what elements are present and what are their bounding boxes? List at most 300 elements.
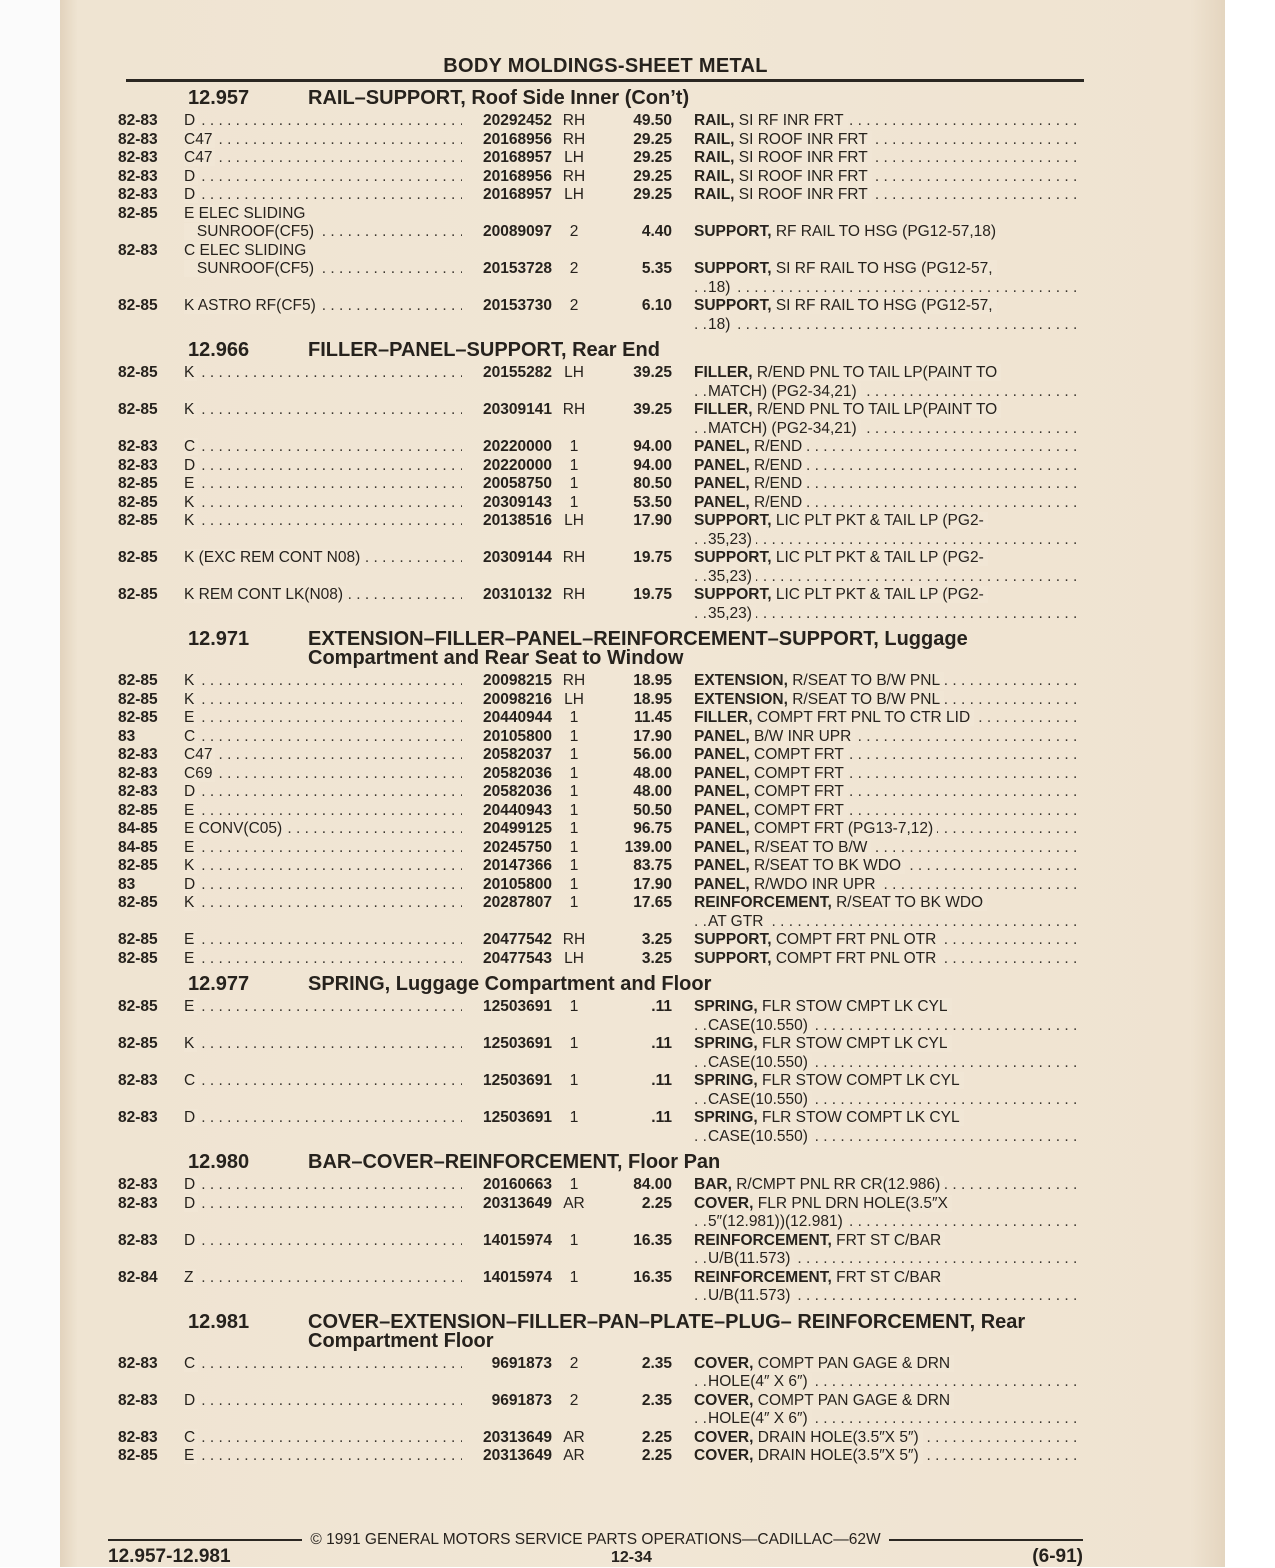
application-text: E xyxy=(184,475,197,492)
part-noun: SPRING, xyxy=(694,1072,758,1089)
part-row xyxy=(118,494,1083,513)
part-name xyxy=(694,672,1083,691)
list-price: 16.35 xyxy=(633,1268,672,1286)
part-row xyxy=(118,820,1083,839)
part-modifier: COMPT FRT PNL TO CTR LID xyxy=(756,709,971,726)
model-years: 82-85 xyxy=(118,998,158,1015)
part-row xyxy=(118,1355,1083,1392)
model-years xyxy=(118,260,184,297)
list-price: 5.35 xyxy=(641,260,672,277)
section-title: SPRING, Luggage Compartment and Floor xyxy=(308,973,712,995)
application-text: K xyxy=(184,364,197,381)
footer-rule-left xyxy=(108,1539,302,1541)
model-years: 82-83 xyxy=(118,241,158,259)
part-number: 20105800 xyxy=(483,875,552,893)
quantity: RH xyxy=(562,931,586,948)
quantity: 1 xyxy=(569,709,579,726)
list-price: 6.10 xyxy=(641,297,672,314)
part-name-continued: 18) xyxy=(708,316,734,333)
part-name xyxy=(694,765,1083,784)
part-modifier: COMPT FRT xyxy=(754,746,844,763)
part-name xyxy=(694,475,1083,494)
application-text: E xyxy=(184,1447,197,1464)
part-modifier: R/END PNL TO TAIL LP(PAINT TO xyxy=(756,401,998,418)
part-modifier: R/END xyxy=(754,475,803,492)
part-name-line xyxy=(694,998,952,1015)
part-name xyxy=(694,839,1083,858)
part-number: 12503691 xyxy=(483,1072,552,1089)
footer-date: (6-91) xyxy=(1032,1546,1083,1567)
part-number: 20309141 xyxy=(483,401,552,418)
part-name xyxy=(694,894,1083,931)
section-heading xyxy=(118,630,1083,668)
part-row xyxy=(118,691,1083,710)
list-price: 17.90 xyxy=(633,512,672,529)
application-desc xyxy=(184,691,462,710)
model-years: 82-83 xyxy=(118,1176,158,1193)
application-desc xyxy=(184,401,462,438)
part-name-line xyxy=(694,457,806,474)
list-price: 80.50 xyxy=(633,475,672,492)
quantity: 1 xyxy=(569,875,579,893)
model-years: 82-83 xyxy=(118,1194,158,1212)
model-years: 82-85 xyxy=(118,931,158,948)
model-years: 82-83 xyxy=(118,1072,158,1089)
application-text: E xyxy=(184,839,197,856)
model-years: 82-83 xyxy=(118,149,158,166)
part-modifier: FRT ST C/BAR xyxy=(836,1231,942,1249)
part-noun: SPRING, xyxy=(694,1035,758,1052)
part-noun: REINFORCEMENT, xyxy=(694,894,832,911)
quantity: LH xyxy=(564,512,584,529)
part-row xyxy=(118,512,1083,549)
part-number: 20147366 xyxy=(483,857,552,874)
section-number: 12.977 xyxy=(188,973,250,995)
quantity: RH xyxy=(562,167,586,185)
part-modifier: FLR STOW COMPT LK CYL xyxy=(762,1072,960,1089)
part-row xyxy=(118,765,1083,784)
part-name-line xyxy=(694,149,872,166)
quantity xyxy=(552,205,596,224)
model-years: 82-85 xyxy=(118,475,158,492)
application-desc xyxy=(184,223,462,242)
part-row xyxy=(118,709,1083,728)
part-name-line xyxy=(694,672,944,689)
part-name-line xyxy=(694,1429,923,1446)
application-text: C47 xyxy=(184,149,215,166)
list-price: 48.00 xyxy=(633,783,672,800)
section-title: RAIL–SUPPORT, Roof Side Inner (Con’t) xyxy=(308,87,690,109)
application-desc xyxy=(184,1269,462,1306)
application-desc xyxy=(184,1355,462,1392)
part-name-continued: AT GTR xyxy=(708,913,767,930)
part-name xyxy=(694,168,1083,187)
part-row xyxy=(118,131,1083,150)
list-price: .11 xyxy=(651,1072,672,1089)
application-desc xyxy=(184,998,462,1035)
title-rule xyxy=(126,79,1084,82)
model-years: 82-85 xyxy=(118,1035,158,1052)
part-noun: SPRING, xyxy=(694,998,758,1015)
model-years: 82-83 xyxy=(118,783,158,800)
part-name-continued: U/B(11.573) xyxy=(708,1287,794,1304)
part-name-line xyxy=(694,931,940,948)
application-desc xyxy=(184,168,462,187)
list-price: .11 xyxy=(651,1035,672,1052)
quantity: AR xyxy=(563,1194,585,1212)
model-years: 82-83 xyxy=(118,112,158,129)
part-noun: SUPPORT, xyxy=(694,512,772,529)
application-text: E xyxy=(184,931,197,948)
part-modifier: FLR STOW CMPT LK CYL xyxy=(762,1035,948,1052)
application-desc xyxy=(184,494,462,513)
quantity: 2 xyxy=(569,223,579,240)
model-years: 82-83 xyxy=(118,186,158,203)
application-desc xyxy=(184,475,462,494)
quantity: 2 xyxy=(569,260,579,277)
part-number: 12503691 xyxy=(483,1035,552,1052)
part-noun: PANEL, xyxy=(694,875,750,893)
part-name-line xyxy=(694,438,806,455)
application-text: C ELEC SLIDING xyxy=(184,242,309,259)
list-price: 17.90 xyxy=(633,875,672,893)
part-noun: PANEL, xyxy=(694,764,750,782)
quantity: LH xyxy=(564,186,584,203)
quantity: 1 xyxy=(569,456,579,474)
quantity: RH xyxy=(562,586,586,603)
part-name xyxy=(694,112,1083,131)
part-row xyxy=(118,438,1083,457)
part-name xyxy=(694,802,1083,821)
part-modifier: LIC PLT PKT & TAIL LP (PG2- xyxy=(775,586,984,603)
list-price: 29.25 xyxy=(633,130,672,148)
part-name xyxy=(694,783,1083,802)
part-name-continued: 35,23) xyxy=(708,531,756,548)
application-text: C xyxy=(184,1072,198,1089)
list-price: 39.25 xyxy=(633,364,672,381)
quantity: 1 xyxy=(569,1176,579,1193)
part-noun: COVER, xyxy=(694,1194,754,1212)
part-name-continued: CASE(10.550) xyxy=(708,1054,812,1071)
application-text: K xyxy=(184,672,197,689)
part-name-continued: HOLE(4″ X 6″) xyxy=(708,1410,812,1427)
quantity xyxy=(552,242,596,261)
application-text: D xyxy=(184,1109,198,1126)
part-name-line xyxy=(694,112,848,129)
part-row xyxy=(118,1109,1083,1146)
part-name xyxy=(694,1447,1083,1466)
list-price: 3.25 xyxy=(641,931,672,948)
part-name xyxy=(694,549,1083,586)
quantity: 1 xyxy=(569,838,579,856)
section-number: 12.981 xyxy=(188,1310,250,1333)
part-number: 20313649 xyxy=(483,1194,552,1212)
list-price xyxy=(596,205,694,224)
part-number: 20168957 xyxy=(483,149,552,166)
list-price: 4.40 xyxy=(641,223,672,240)
application-text: D xyxy=(184,168,198,185)
part-noun: SUPPORT, xyxy=(694,949,772,967)
section-heading xyxy=(118,341,1083,360)
section-title: COVER–EXTENSION–FILLER–PAN–PLATE–PLUG– REINFORCEMENT, Rear Compartment Floor xyxy=(308,1310,1026,1352)
model-years: 82-85 xyxy=(118,204,158,222)
part-number: 20160663 xyxy=(483,1176,552,1193)
list-price: 2.35 xyxy=(641,1354,672,1372)
model-years: 82-83 xyxy=(118,1391,158,1409)
application-desc xyxy=(184,205,462,224)
list-price: 17.65 xyxy=(633,894,672,911)
part-row xyxy=(118,950,1083,969)
part-row xyxy=(118,586,1083,623)
application-desc xyxy=(184,549,462,586)
part-name xyxy=(694,1109,1083,1146)
part-modifier: SI ROOF INR FRT xyxy=(738,130,868,148)
part-name-line xyxy=(694,1392,954,1409)
model-years: 82-85 xyxy=(118,894,158,911)
part-modifier: SI ROOF INR FRT xyxy=(738,167,868,185)
quantity: LH xyxy=(564,690,584,708)
application-text: K xyxy=(184,494,197,511)
quantity: 1 xyxy=(569,764,579,782)
part-name-line xyxy=(694,765,848,782)
footer xyxy=(108,1546,1083,1568)
part-name xyxy=(694,260,1083,297)
application-desc xyxy=(184,1429,462,1448)
part-modifier: COMPT FRT xyxy=(754,801,844,819)
part-name-line xyxy=(694,1072,964,1089)
part-modifier: COMPT FRT (PG13-7,12) xyxy=(754,820,934,837)
part-row xyxy=(118,802,1083,821)
part-noun: SPRING, xyxy=(694,1109,758,1126)
part-modifier: SI ROOF INR FRT xyxy=(738,149,868,166)
part-modifier: DRAIN HOLE(3.5″X 5″) xyxy=(757,1428,919,1446)
part-modifier: R/CMPT PNL RR CR(12.986) xyxy=(736,1176,941,1193)
part-row xyxy=(118,746,1083,765)
part-name-line xyxy=(694,494,806,511)
part-number: 20310132 xyxy=(483,586,552,603)
part-name-line xyxy=(694,364,1001,381)
section-heading xyxy=(118,975,1083,994)
application-text: K REM CONT LK(N08) xyxy=(184,586,346,603)
quantity: 1 xyxy=(569,783,579,800)
application-desc xyxy=(184,820,462,839)
application-desc xyxy=(184,876,462,895)
quantity: RH xyxy=(562,549,586,566)
application-desc xyxy=(184,783,462,802)
model-years: 82-83 xyxy=(118,167,158,185)
application-desc xyxy=(184,112,462,131)
part-number: 20477543 xyxy=(483,949,552,967)
part-noun: PANEL, xyxy=(694,438,750,455)
list-price: 96.75 xyxy=(633,820,672,837)
list-price: 2.25 xyxy=(641,1194,672,1212)
part-name-line xyxy=(694,894,987,911)
part-name xyxy=(694,149,1083,168)
part-modifier: COMPT FRT PNL OTR xyxy=(775,931,937,948)
part-row xyxy=(118,783,1083,802)
application-desc xyxy=(184,672,462,691)
part-modifier: DRAIN HOLE(3.5″X 5″) xyxy=(757,1447,919,1464)
part-row xyxy=(118,672,1083,691)
application-text: E xyxy=(184,802,197,819)
part-row xyxy=(118,839,1083,858)
application-text: K xyxy=(184,1035,197,1052)
section-heading xyxy=(118,1310,1083,1352)
quantity: 1 xyxy=(569,493,579,511)
list-price: 18.95 xyxy=(633,672,672,689)
list-price: 17.90 xyxy=(633,727,672,745)
part-modifier: FLR PNL DRN HOLE(3.5″X xyxy=(757,1194,948,1212)
part-name-continued: 18) xyxy=(708,279,734,296)
application-text: C xyxy=(184,1429,198,1446)
part-name xyxy=(694,1392,1083,1429)
application-text: Z xyxy=(184,1269,196,1286)
part-modifier: B/W INR UPR xyxy=(754,727,852,745)
part-name-line xyxy=(694,401,1001,418)
part-row xyxy=(118,1392,1083,1429)
part-name xyxy=(694,691,1083,710)
application-desc xyxy=(184,857,462,876)
model-years: 82-85 xyxy=(118,690,158,708)
section-heading xyxy=(118,1153,1083,1172)
part-row xyxy=(118,260,1083,297)
quantity: LH xyxy=(564,149,584,166)
model-years: 84-85 xyxy=(118,838,158,856)
part-name-continued: 35,23) xyxy=(708,605,756,622)
part-name-continued: CASE(10.550) xyxy=(708,1128,812,1145)
part-name xyxy=(694,728,1083,747)
quantity: RH xyxy=(562,112,586,129)
part-name-line xyxy=(694,1176,944,1193)
list-price: 29.25 xyxy=(633,186,672,203)
model-years: 82-83 xyxy=(118,1354,158,1372)
section-heading xyxy=(118,89,1083,108)
part-name xyxy=(694,438,1083,457)
part-number: 20245750 xyxy=(483,838,552,856)
part-number: 20058750 xyxy=(483,475,552,492)
part-name-continued: U/B(11.573) xyxy=(708,1250,794,1267)
application-desc xyxy=(184,931,462,950)
part-modifier: R/END xyxy=(754,438,803,455)
part-number: 20168956 xyxy=(483,130,552,148)
part-name-line xyxy=(694,746,848,763)
model-years: 82-83 xyxy=(118,1231,158,1249)
part-modifier: SI ROOF INR FRT xyxy=(738,186,868,203)
part-number: 20309144 xyxy=(483,549,552,566)
quantity: AR xyxy=(563,1428,585,1446)
part-name xyxy=(694,1429,1083,1448)
part-name-line xyxy=(694,1232,945,1249)
part-noun: COVER, xyxy=(694,1391,754,1409)
part-row xyxy=(118,1269,1083,1306)
list-price: 2.25 xyxy=(641,1447,672,1464)
part-name xyxy=(694,876,1083,895)
part-name xyxy=(694,931,1083,950)
part-name-line xyxy=(694,297,997,314)
application-text: C47 xyxy=(184,131,215,148)
part-number: 20477542 xyxy=(483,931,552,948)
application-text: SUNROOF(CF5) xyxy=(184,223,317,240)
application-text: K xyxy=(184,691,197,708)
model-years: 82-85 xyxy=(118,801,158,819)
part-modifier: R/END xyxy=(754,456,803,474)
part-row xyxy=(118,223,1083,242)
list-price: 16.35 xyxy=(633,1231,672,1249)
application-text: K xyxy=(184,401,197,418)
part-row xyxy=(118,401,1083,438)
part-modifier: R/END PNL TO TAIL LP(PAINT TO xyxy=(756,364,998,381)
part-noun: RAIL, xyxy=(694,149,735,166)
application-text: K xyxy=(184,857,197,874)
part-name-line xyxy=(694,1447,923,1464)
application-desc xyxy=(184,260,462,297)
part-noun: PANEL, xyxy=(694,820,750,837)
part-number: 20499125 xyxy=(483,820,552,837)
application-desc xyxy=(184,1195,462,1232)
list-price: 2.25 xyxy=(641,1428,672,1446)
application-text: E ELEC SLIDING xyxy=(184,205,308,222)
part-row xyxy=(118,876,1083,895)
model-years: 82-85 xyxy=(118,549,158,566)
list-price: 84.00 xyxy=(633,1176,672,1193)
list-price: 50.50 xyxy=(633,801,672,819)
part-noun: SUPPORT, xyxy=(694,223,772,240)
part-name-continued: CASE(10.550) xyxy=(708,1091,812,1108)
part-noun: PANEL, xyxy=(694,746,750,763)
part-name xyxy=(694,857,1083,876)
part-noun: EXTENSION, xyxy=(694,690,788,708)
model-years: 82-84 xyxy=(118,1268,158,1286)
model-years: 82-85 xyxy=(118,1447,158,1464)
part-noun: RAIL, xyxy=(694,130,735,148)
part-name xyxy=(694,512,1083,549)
part-name xyxy=(694,1269,1083,1306)
list-price: 19.75 xyxy=(633,549,672,566)
model-years: 83 xyxy=(118,727,136,745)
part-name xyxy=(694,131,1083,150)
part-name-line xyxy=(694,512,988,529)
model-years: 82-83 xyxy=(118,456,158,474)
section-title: BAR–COVER–REINFORCEMENT, Floor Pan xyxy=(308,1151,721,1173)
part-row xyxy=(118,168,1083,187)
part-name-line xyxy=(694,950,940,967)
quantity: 1 xyxy=(569,475,579,492)
part-noun: FILLER, xyxy=(694,401,753,418)
model-years: 82-83 xyxy=(118,746,158,763)
list-price: .11 xyxy=(651,1109,672,1126)
model-years: 82-83 xyxy=(118,438,158,455)
part-row xyxy=(118,1195,1083,1232)
section-title: EXTENSION–FILLER–PANEL–REINFORCEMENT–SUPPORT, Luggage Compartment and Rear Seat to Window xyxy=(308,628,968,669)
part-name-line xyxy=(694,131,872,148)
part-modifier: FLR STOW COMPT LK CYL xyxy=(762,1109,960,1126)
quantity: 1 xyxy=(569,1035,579,1052)
part-row xyxy=(118,549,1083,586)
part-row xyxy=(118,998,1083,1035)
part-name-line xyxy=(694,242,698,259)
list-price: .11 xyxy=(651,998,672,1015)
application-text: D xyxy=(184,457,198,474)
part-row xyxy=(118,475,1083,494)
application-desc xyxy=(184,131,462,150)
model-years: 82-85 xyxy=(118,586,158,603)
application-desc xyxy=(184,1447,462,1466)
part-name-line xyxy=(694,728,855,745)
list-price: 11.45 xyxy=(634,709,672,726)
part-row xyxy=(118,728,1083,747)
part-name-line xyxy=(694,186,872,203)
list-price xyxy=(596,242,694,261)
